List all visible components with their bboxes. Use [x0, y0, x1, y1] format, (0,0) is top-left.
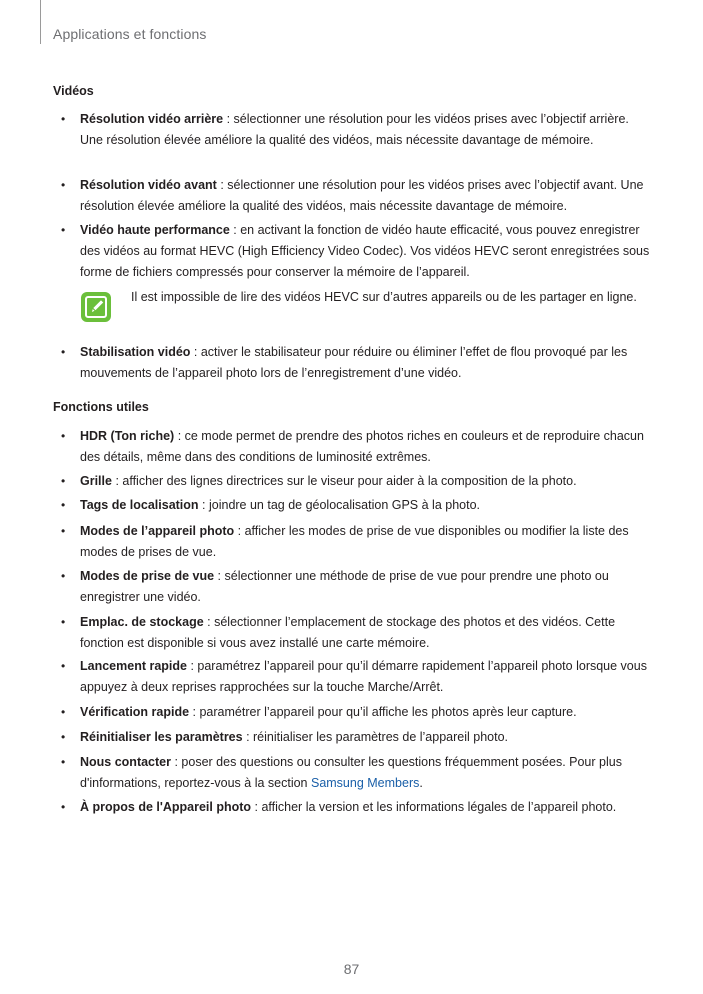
item-description: : sélectionner une méthode de prise de vue pour prendre une photo ou enregistrer une vidéo.: [80, 569, 609, 604]
item-term: Vérification rapide: [80, 705, 190, 719]
bullet: •: [61, 223, 66, 237]
samsung-members-link[interactable]: Samsung Members: [310, 776, 420, 790]
list-item: [61, 521, 652, 563]
section-title-videos: Vidéos: [53, 84, 94, 98]
list-item: [61, 471, 652, 492]
page-header-title: Applications et fonctions: [53, 26, 207, 42]
list-item: [61, 752, 652, 794]
item-term: HDR (Ton riche): [80, 429, 175, 443]
item-description: : sélectionner l’emplacement de stockage des photos et des vidéos. Cette fonction est disponible si vous avez installé une carte mémoire.: [80, 615, 616, 650]
bullet: •: [61, 730, 66, 744]
item-term: Résolution vidéo avant: [80, 178, 217, 192]
item-description: : afficher la version et les informations légales de l’appareil photo.: [251, 800, 617, 814]
bullet: •: [61, 615, 66, 629]
list-item: [61, 220, 652, 283]
list-item: [61, 612, 652, 654]
item-description: : paramétrez l’appareil pour qu’il démarre rapidement l’appareil photo lorsque vous appuyez à deux reprises rapprochées sur la touche Marche/Arrêt.: [80, 659, 647, 694]
item-description: : afficher des lignes directrices sur le viseur pour aider à la composition de la photo.: [111, 474, 577, 488]
list-item: [61, 426, 652, 468]
item-description: : joindre un tag de géolocalisation GPS à la photo.: [198, 498, 481, 512]
item-term: À propos de l'Appareil photo: [80, 800, 252, 814]
note-pencil-icon: [80, 291, 112, 323]
bullet: •: [61, 345, 66, 359]
item-term: Nous contacter: [80, 755, 171, 769]
item-description: : afficher les modes de prise de vue disponibles ou modifier la liste des modes de prises de vue.: [80, 524, 629, 559]
bullet: •: [61, 112, 66, 126]
item-term: Modes de l’appareil photo: [80, 524, 235, 538]
bullet: •: [61, 524, 66, 538]
item-term: Emplac. de stockage: [80, 615, 204, 629]
list-item: [61, 495, 652, 516]
item-description: : sélectionner une résolution pour les vidéos prises avec l’objectif arrière. Une résolution élevée améliore la qualité des vidéos, mais nécessite davantage de mémoire.: [80, 112, 629, 147]
note-text: Il est impossible de lire des vidéos HEVC sur d’autres appareils ou de les partager en ligne.: [131, 290, 637, 304]
item-term: Résolution vidéo arrière: [80, 112, 224, 126]
section-title-utilities: Fonctions utiles: [53, 400, 149, 414]
header-divider: [40, 0, 41, 44]
item-description: : paramétrer l’appareil pour qu’il affiche les photos après leur capture.: [189, 705, 577, 719]
item-term: Modes de prise de vue: [80, 569, 215, 583]
bullet: •: [61, 498, 66, 512]
item-term: Lancement rapide: [80, 659, 187, 673]
item-description: : en activant la fonction de vidéo haute efficacité, vous pouvez enregistrer des vidéos au format HEVC (High Efficiency Video Codec). Vos vidéos HEVC seront enregistrées sous forme de fichiers compressés pour conserver la mémoire de l’appareil.: [80, 223, 650, 279]
item-description: : ce mode permet de prendre des photos riches en couleurs et de reproduire chacun des détails, même dans des conditions de luminosité extrêmes.: [80, 429, 644, 464]
bullet: •: [61, 800, 66, 814]
item-description: : sélectionner une résolution pour les vidéos prises avec l’objectif avant. Une résolution élevée améliore la qualité des vidéos, mais nécessite davantage de mémoire.: [80, 178, 644, 213]
item-description: : activer le stabilisateur pour réduire ou éliminer l’effet de flou provoqué par les mouvements de l’appareil photo lors de l’enregistrement d’une vidéo.: [80, 345, 628, 380]
item-term: Réinitialiser les paramètres: [80, 730, 243, 744]
bullet: •: [61, 429, 66, 443]
item-description: : poser des questions ou consulter les questions fréquemment posées. Pour plus d'informations, reportez-vous à la section: [80, 755, 622, 790]
item-term: Tags de localisation: [80, 498, 199, 512]
item-term: Stabilisation vidéo: [80, 345, 191, 359]
page-number: 87: [343, 961, 360, 977]
bullet: •: [61, 755, 66, 769]
list-item: [61, 566, 652, 608]
item-description-end: .: [419, 776, 423, 790]
bullet: •: [61, 569, 66, 583]
note-box: [80, 291, 652, 335]
list-item: [61, 175, 652, 217]
item-term: Grille: [80, 474, 112, 488]
bullet: •: [61, 705, 66, 719]
list-item: [61, 727, 652, 748]
item-term: Vidéo haute performance: [80, 223, 230, 237]
bullet: •: [61, 178, 66, 192]
item-description: : réinitialiser les paramètres de l’appareil photo.: [242, 730, 509, 744]
bullet: •: [61, 474, 66, 488]
bullet: •: [61, 659, 66, 673]
list-item: [61, 797, 652, 818]
list-item: [61, 656, 652, 698]
list-item: [61, 702, 652, 723]
list-item: [61, 342, 652, 384]
list-item: [61, 109, 652, 151]
